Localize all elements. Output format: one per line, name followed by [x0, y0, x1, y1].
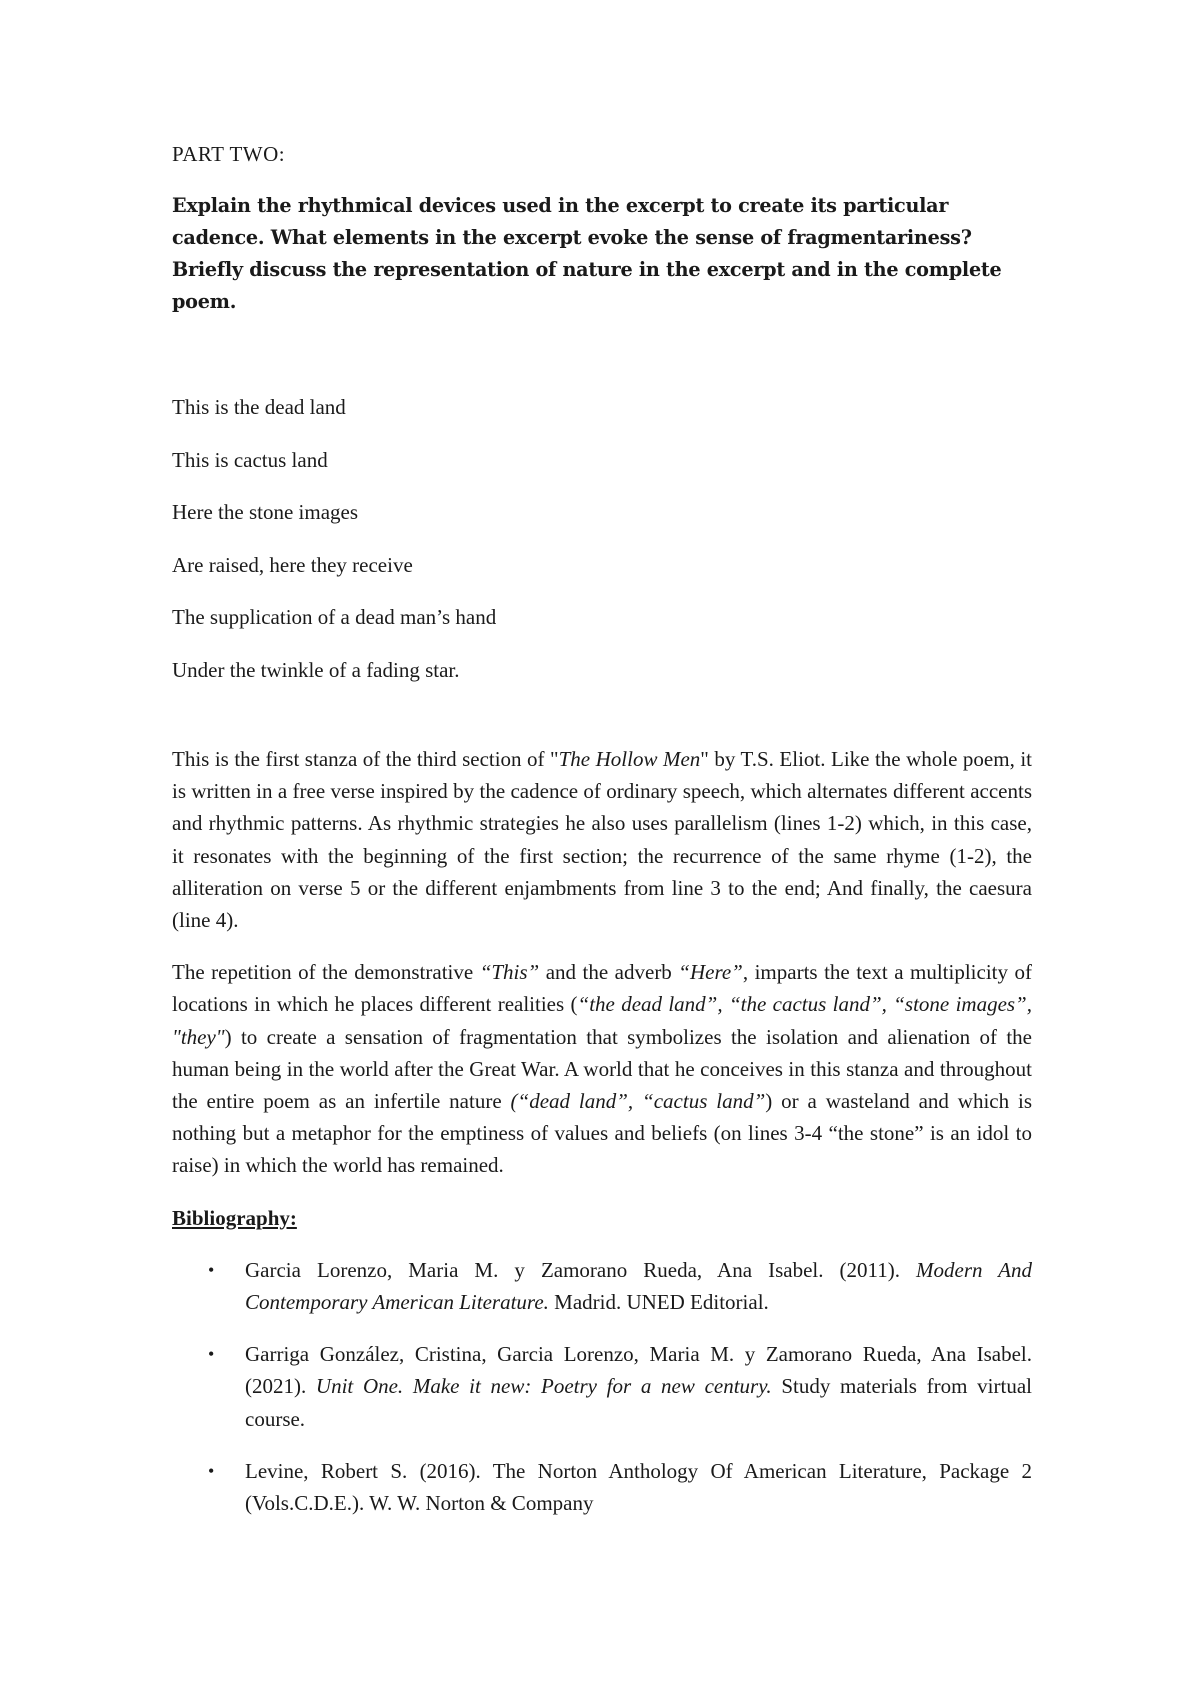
poem-line: The supplication of a dead man’s hand — [172, 605, 497, 630]
poem-line: Here the stone images — [172, 500, 359, 525]
bullet-icon: • — [208, 1460, 215, 1481]
essay-paragraph-1: This is the first stanza of the third section of "The Hollow Men" by T.S. Eliot. Like the whole poem, it is written in a free verse inspired by the cadence of ordinary speech, which alternates different accents and rhythmic patterns. As rhythmic strategies he also uses parallelism (lines 1-2) which, in this case, it resonates with the beginning of the first section; the recurrence of the same rhyme (1-2), the alliteration on verse 5 or the different enjambments from line 3 to the end; And finally, the caesura (line 4). — [172, 746, 1033, 932]
bibliography-list — [172, 1254, 1032, 1519]
section-heading: PART TWO: — [172, 142, 286, 166]
poem-line: This is the dead land — [172, 395, 346, 419]
poem-line: Under the twinkle of a fading star. — [172, 657, 460, 682]
document-content — [172, 140, 1032, 1539]
essay-paragraph-2: The repetition of the demonstrative “This” and the adverb “Here”, imparts the text a multiplicity of locations in which he places different realities (“the dead land”, “the cactus land”, “stone images”, "they") to create a sensation of fragmentation that symbolizes the isolation and alienation of the human being in the world after the Great War. A world that he conceives in this stanza and throughout the entire poem as an infertile nature (“dead land”, “cactus land”) or a wasteland and which is nothing but a metaphor for the emptiness of values and beliefs (on lines 3-4 “the stone” is an idol to raise) in which the world has remained. — [172, 960, 1032, 1178]
poem-line: Are raised, here they receive — [172, 552, 413, 577]
poem-line: This is cactus land — [172, 447, 328, 472]
essay-body — [172, 743, 1032, 1519]
poem-excerpt — [172, 394, 1032, 683]
bibliography-item: • Garriga González, Cristina, Garcia Lorenzo, Maria M. y Zamorano Rueda, Ana Isabel. (2021). Unit One. Make it new: Poetry for a new century. Study materials from virtual course. — [172, 1338, 1032, 1435]
bibliography-heading: Bibliography: — [172, 1205, 297, 1230]
bibliography-item: • Garcia Lorenzo, Maria M. y Zamorano Rueda, Ana Isabel. (2011). Modern And Contemporary American Literature. Madrid. UNED Editorial. — [172, 1254, 1032, 1318]
bullet-icon: • — [208, 1259, 215, 1280]
bullet-icon: • — [208, 1344, 215, 1365]
question-text: Explain the rhythmical devices used in the excerpt to create its particular cadence. What elements in the excerpt evoke the sense of fragmentariness? Briefly discuss the representation of nature in the excerpt and in the complete poem. — [172, 194, 1002, 313]
bibliography-item: • Levine, Robert S. (2016). The Norton Anthology Of American Literature, Package 2 (Vols.C.D.E.). W. W. Norton & Company — [172, 1455, 1032, 1519]
